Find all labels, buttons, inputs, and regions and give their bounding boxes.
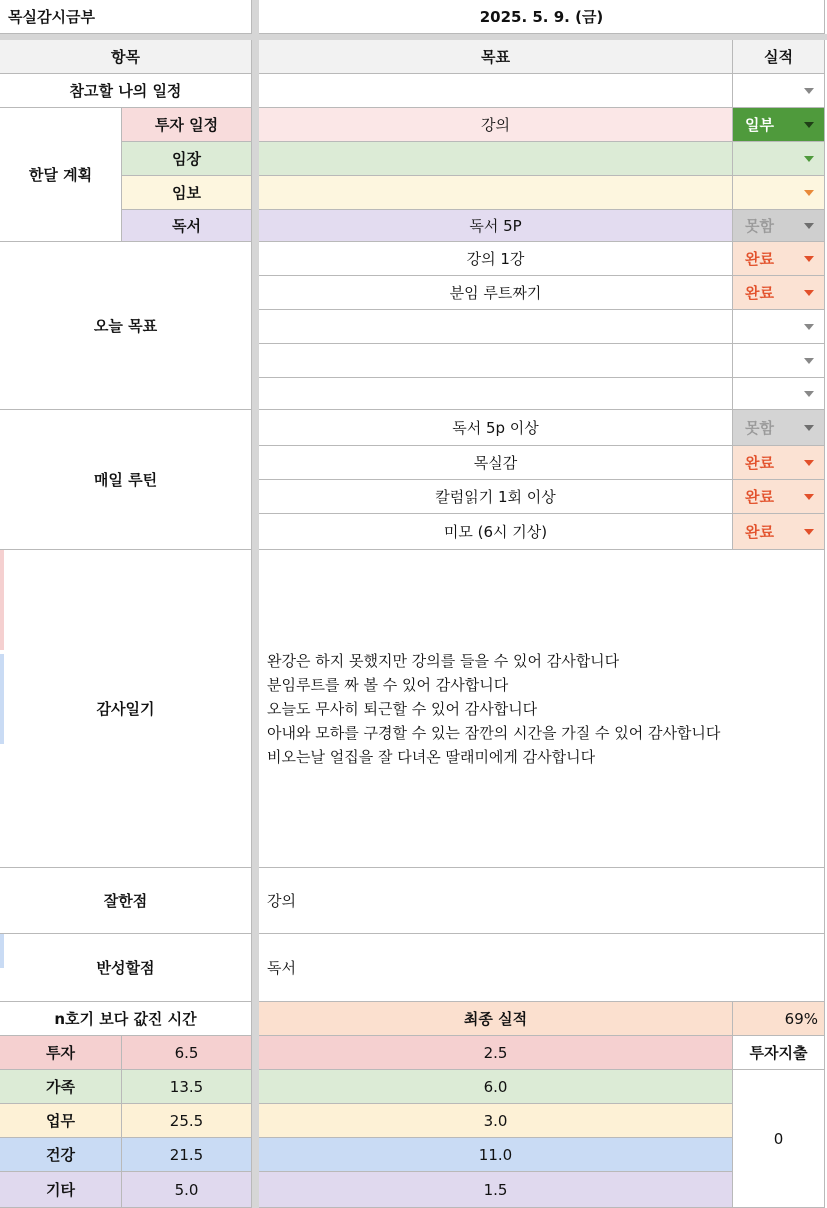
chevron-down-icon [804,529,814,535]
monthly-item-imbo: 임보 [122,176,252,210]
monthly-item-invest: 투자 일정 [122,108,252,142]
routine-goal-4[interactable]: 미모 (6시 기상) [259,514,733,550]
category-etc-target: 5.0 [122,1172,252,1208]
category-etc-actual: 1.5 [259,1172,733,1208]
today-goal-1[interactable]: 강의 1강 [259,242,733,276]
monthly-goal-imjang[interactable] [259,142,733,176]
category-health: 건강 [0,1138,122,1172]
schedule-ref-goal[interactable] [259,74,733,108]
category-work-target: 25.5 [122,1104,252,1138]
category-work: 업무 [0,1104,122,1138]
today-goal-3[interactable] [259,310,733,344]
category-health-target: 21.5 [122,1138,252,1172]
column-separator [252,0,259,1208]
chevron-down-icon [804,494,814,500]
chevron-down-icon [804,122,814,128]
monthly-result-imbo-dropdown[interactable] [733,176,825,210]
category-invest-actual: 2.5 [259,1036,733,1070]
final-result-label: 최종 실적 [259,1002,733,1036]
category-family-target: 13.5 [122,1070,252,1104]
sheet-title: 목실감시금부 [0,0,252,34]
row-edge-marker [0,934,4,968]
time-label: n호기 보다 값진 시간 [0,1002,252,1036]
chevron-down-icon [804,460,814,466]
good-point-text[interactable]: 강의 [259,868,825,934]
good-point-label: 잘한점 [0,868,252,934]
category-family-actual: 6.0 [259,1070,733,1104]
routine-goal-2[interactable]: 목실감 [259,446,733,480]
category-work-actual: 3.0 [259,1104,733,1138]
monthly-plan-label: 한달 계획 [0,108,122,242]
schedule-ref-dropdown[interactable] [733,74,825,108]
routine-result-2-dropdown[interactable] [733,446,825,480]
chevron-down-icon [804,156,814,162]
category-family: 가족 [0,1070,122,1104]
column-header-goal: 목표 [259,40,733,74]
invest-spend-value: 0 [733,1070,825,1208]
today-goal-4[interactable] [259,344,733,378]
category-invest-target: 6.5 [122,1036,252,1070]
monthly-result-reading-dropdown[interactable] [733,210,825,242]
today-result-3-dropdown[interactable] [733,310,825,344]
routine-result-4-dropdown[interactable] [733,514,825,550]
result-label: 완료 [745,454,774,472]
result-label: 완료 [745,523,774,541]
chevron-down-icon [804,425,814,431]
gratitude-text[interactable]: 완강은 하지 못했지만 강의를 들을 수 있어 감사합니다 분임루트를 짜 볼 수 있어 감사합니다 오늘도 무사히 퇴근할 수 있어 감사합니다 아내와 모하를 구경할 수 있는 잠깐의 시간을 가질 수 있어 감사합니다 비오는날 얼집을 잘 다녀온 딸래미에게 감사합니다 [259,550,825,868]
gratitude-label: 감사일기 [0,550,252,868]
monthly-goal-reading[interactable]: 독서 5P [259,210,733,242]
result-label: 완료 [745,488,774,506]
result-label: 못함 [745,419,774,437]
category-invest: 투자 [0,1036,122,1070]
chevron-down-icon [804,324,814,330]
chevron-down-icon [804,190,814,196]
category-health-actual: 11.0 [259,1138,733,1172]
today-result-2-dropdown[interactable] [733,276,825,310]
routine-label: 매일 루틴 [0,410,252,550]
chevron-down-icon [804,223,814,229]
chevron-down-icon [804,88,814,94]
result-label: 일부 [745,116,774,134]
routine-goal-1[interactable]: 독서 5p 이상 [259,410,733,446]
monthly-result-imjang-dropdown[interactable] [733,142,825,176]
result-label: 못함 [745,217,774,235]
today-result-1-dropdown[interactable] [733,242,825,276]
category-etc: 기타 [0,1172,122,1208]
row-edge-marker [0,550,4,650]
row-edge-marker [0,654,4,744]
monthly-item-reading: 독서 [122,210,252,242]
today-result-4-dropdown[interactable] [733,344,825,378]
routine-result-1-dropdown[interactable] [733,410,825,446]
monthly-item-imjang: 임장 [122,142,252,176]
monthly-goal-imbo[interactable] [259,176,733,210]
chevron-down-icon [804,290,814,296]
routine-result-3-dropdown[interactable] [733,480,825,514]
invest-spend-label: 투자지출 [733,1036,825,1070]
today-result-5-dropdown[interactable] [733,378,825,410]
date-header: 2025. 5. 9. (금) [259,0,825,34]
result-label: 완료 [745,250,774,268]
today-goal-5[interactable] [259,378,733,410]
chevron-down-icon [804,358,814,364]
reflection-label: 반성할점 [0,934,252,1002]
row-separator [0,34,827,40]
column-header-item: 항목 [0,40,252,74]
today-goal-2[interactable]: 분임 루트짜기 [259,276,733,310]
column-header-result: 실적 [733,40,825,74]
result-label: 완료 [745,284,774,302]
today-goal-label: 오늘 목표 [0,242,252,410]
monthly-result-invest-dropdown[interactable] [733,108,825,142]
routine-goal-3[interactable]: 칼럼읽기 1회 이상 [259,480,733,514]
reflection-text[interactable]: 독서 [259,934,825,1002]
chevron-down-icon [804,391,814,397]
chevron-down-icon [804,256,814,262]
schedule-ref-label: 참고할 나의 일정 [0,74,252,108]
final-result-value: 69% [733,1002,825,1036]
monthly-goal-invest[interactable]: 강의 [259,108,733,142]
